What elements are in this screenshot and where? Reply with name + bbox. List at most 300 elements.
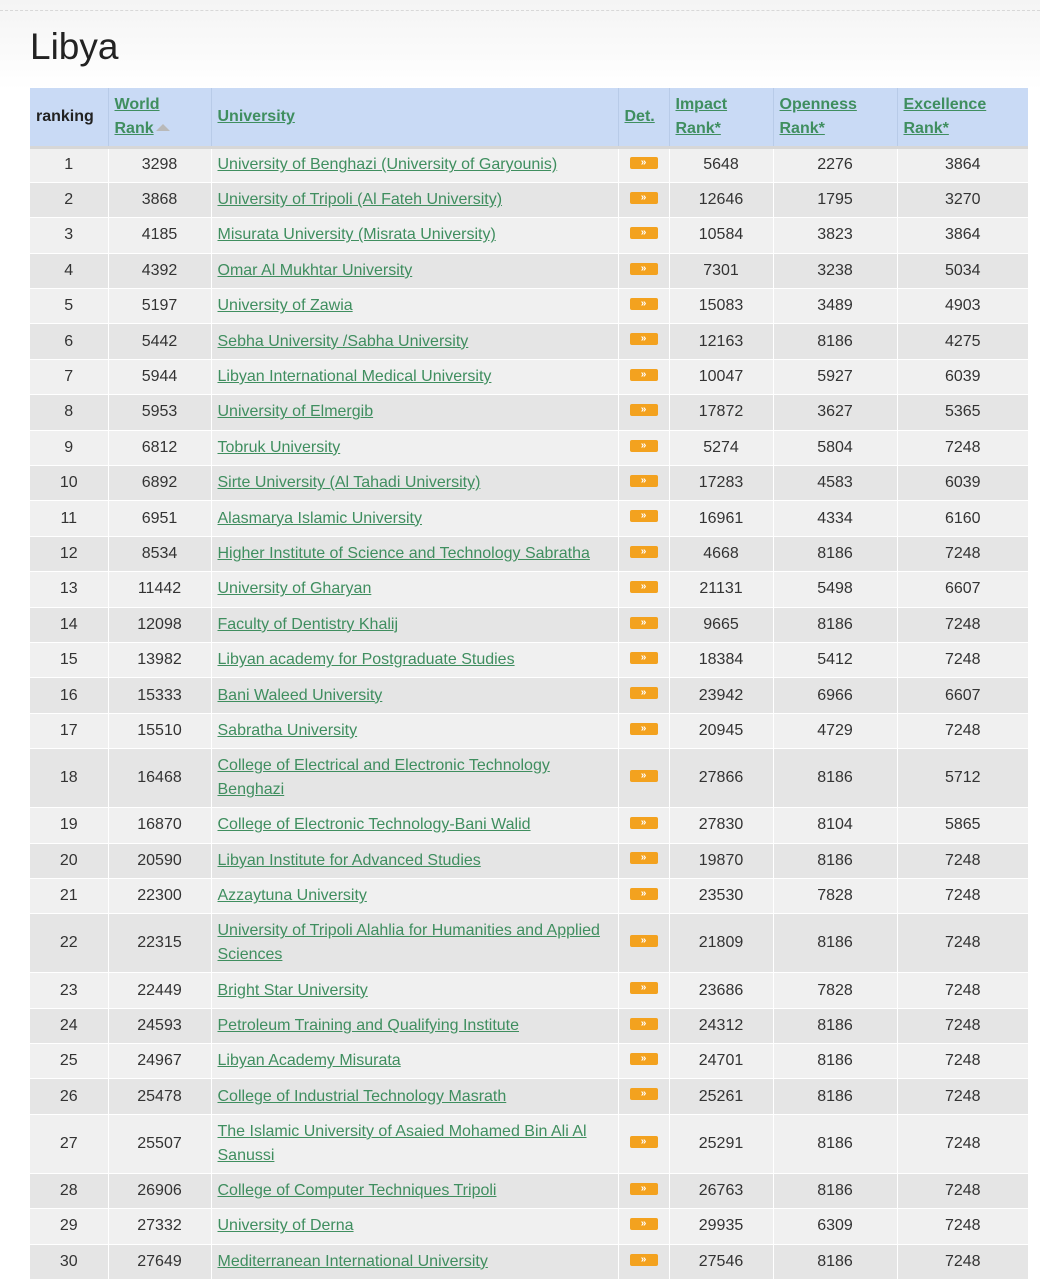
double-chevron-right-icon: » xyxy=(640,722,647,734)
excellence-rank-cell: 7248 xyxy=(944,1016,981,1034)
university-link[interactable]: Libyan Academy Misurata xyxy=(217,1052,401,1070)
ranking-cell: 6 xyxy=(30,324,108,359)
openness-rank-cell: 8186 xyxy=(773,536,897,571)
det-cell xyxy=(618,914,669,973)
double-chevron-right-icon: » xyxy=(640,687,647,699)
world-rank-cell: 16870 xyxy=(108,808,211,843)
double-chevron-right-icon: » xyxy=(640,545,647,557)
university-link[interactable]: Omar Al Mukhtar University xyxy=(217,261,413,279)
university-cell xyxy=(211,808,618,843)
excellence-rank-cell: 6039 xyxy=(944,474,981,492)
university-cell xyxy=(211,395,618,430)
university-link[interactable]: Sabratha University xyxy=(217,721,358,739)
excellence-rank-cell: 7248 xyxy=(944,851,981,869)
table-row xyxy=(30,1244,1028,1279)
ranking-cell: 30 xyxy=(30,1244,108,1279)
det-cell xyxy=(618,430,669,465)
ranking-cell: 27 xyxy=(30,1114,108,1173)
table-row xyxy=(30,147,1028,182)
university-cell xyxy=(211,536,618,571)
header-world-rank-line1: World xyxy=(114,95,160,113)
university-link[interactable]: Misurata University (Misrata University) xyxy=(217,226,496,244)
university-link[interactable]: Higher Institute of Science and Technology Sabratha xyxy=(217,544,590,562)
openness-rank-cell: 8186 xyxy=(773,324,897,359)
university-cell xyxy=(211,466,618,501)
university-cell xyxy=(211,607,618,642)
university-link[interactable]: College of Electronic Technology-Bani Walid xyxy=(217,816,531,834)
table-row xyxy=(30,572,1028,607)
university-link[interactable]: Azzaytuna University xyxy=(217,887,367,905)
ranking-cell: 17 xyxy=(30,713,108,748)
openness-rank-cell: 5412 xyxy=(773,642,897,677)
ranking-cell: 11 xyxy=(30,501,108,536)
double-chevron-right-icon: » xyxy=(640,404,647,416)
det-button[interactable] xyxy=(630,440,658,452)
ranking-cell: 3 xyxy=(30,218,108,253)
world-rank-cell: 5197 xyxy=(108,289,211,324)
university-link[interactable]: College of Computer Techniques Tripoli xyxy=(217,1182,497,1200)
header-excellence-line2: Rank* xyxy=(903,119,949,137)
double-chevron-right-icon: » xyxy=(640,852,647,864)
impact-rank-cell: 17283 xyxy=(669,466,773,501)
top-divider xyxy=(0,10,1040,11)
table-header xyxy=(30,88,1028,147)
ranking-table xyxy=(30,88,1028,1280)
det-cell xyxy=(618,359,669,394)
double-chevron-right-icon: » xyxy=(640,1017,647,1029)
university-link[interactable]: Sebha University /Sabha University xyxy=(217,332,469,350)
world-rank-cell: 27332 xyxy=(108,1209,211,1244)
table-row xyxy=(30,749,1028,808)
world-rank-cell: 27649 xyxy=(108,1244,211,1279)
header-impact-line2: Rank* xyxy=(675,119,721,137)
table-row xyxy=(30,678,1028,713)
university-cell xyxy=(211,843,618,878)
impact-rank-cell: 17872 xyxy=(669,395,773,430)
sort-world-rank-link[interactable] xyxy=(115,96,160,137)
excellence-rank-cell: 7248 xyxy=(944,615,981,633)
table-row xyxy=(30,253,1028,288)
openness-rank-cell: 4729 xyxy=(773,713,897,748)
university-link[interactable]: Sirte University (Al Tahadi University) xyxy=(217,474,481,492)
university-cell xyxy=(211,1173,618,1208)
world-rank-cell: 22315 xyxy=(108,914,211,973)
openness-rank-cell: 8186 xyxy=(773,1114,897,1173)
det-cell xyxy=(618,1173,669,1208)
det-button[interactable] xyxy=(630,510,658,522)
det-cell xyxy=(618,289,669,324)
ranking-cell: 4 xyxy=(30,253,108,288)
university-link[interactable]: University of Gharyan xyxy=(217,580,372,598)
header-row xyxy=(30,88,1028,147)
table-row xyxy=(30,1114,1028,1173)
double-chevron-right-icon: » xyxy=(640,439,647,451)
ranking-cell: 25 xyxy=(30,1044,108,1079)
university-cell xyxy=(211,1244,618,1279)
impact-rank-cell: 25291 xyxy=(669,1114,773,1173)
table-row xyxy=(30,501,1028,536)
table-row xyxy=(30,395,1028,430)
sort-openness-rank-link[interactable] xyxy=(780,96,857,137)
det-cell xyxy=(618,324,669,359)
sort-university-link[interactable]: University xyxy=(217,107,295,125)
double-chevron-right-icon: » xyxy=(640,474,647,486)
double-chevron-right-icon: » xyxy=(640,156,647,168)
university-link[interactable]: Libyan Institute for Advanced Studies xyxy=(217,851,481,869)
excellence-rank-cell: 7248 xyxy=(944,1217,981,1235)
ranking-cell: 19 xyxy=(30,808,108,843)
ranking-cell: 14 xyxy=(30,607,108,642)
excellence-rank-cell: 6607 xyxy=(944,580,981,598)
world-rank-cell: 5442 xyxy=(108,324,211,359)
university-cell xyxy=(211,289,618,324)
det-cell xyxy=(618,642,669,677)
ranking-cell: 12 xyxy=(30,536,108,571)
det-cell xyxy=(618,678,669,713)
det-button[interactable] xyxy=(630,1018,658,1030)
excellence-rank-cell: 5034 xyxy=(944,261,981,279)
university-link[interactable]: Petroleum Training and Qualifying Institute xyxy=(217,1016,519,1034)
excellence-rank-cell: 3270 xyxy=(944,191,981,209)
impact-rank-cell: 12646 xyxy=(669,182,773,217)
sort-excellence-rank-link[interactable] xyxy=(904,96,987,137)
university-link[interactable]: College of Electrical and Electronic Technology Benghazi xyxy=(217,757,550,799)
impact-rank-cell: 5274 xyxy=(669,430,773,465)
ranking-cell: 26 xyxy=(30,1079,108,1114)
double-chevron-right-icon: » xyxy=(640,1182,647,1194)
impact-rank-cell: 9665 xyxy=(669,607,773,642)
excellence-rank-cell: 7248 xyxy=(944,981,981,999)
table-row xyxy=(30,218,1028,253)
impact-rank-cell: 21131 xyxy=(669,572,773,607)
university-link[interactable]: Libyan academy for Postgraduate Studies xyxy=(217,651,515,669)
det-button[interactable] xyxy=(630,1183,658,1195)
excellence-rank-cell: 7248 xyxy=(944,1182,981,1200)
det-button[interactable] xyxy=(630,404,658,416)
university-link[interactable]: Alasmarya Islamic University xyxy=(217,509,422,527)
university-link[interactable]: University of Benghazi (University of Garyounis) xyxy=(217,156,558,174)
world-rank-cell: 25507 xyxy=(108,1114,211,1173)
det-cell xyxy=(618,1244,669,1279)
university-link[interactable]: The Islamic University of Asaied Mohamed Bin Ali Al Sanussi xyxy=(217,1122,587,1164)
page-title: Libya xyxy=(30,26,119,67)
impact-rank-cell: 24701 xyxy=(669,1044,773,1079)
sort-impact-rank-link[interactable] xyxy=(676,96,728,137)
world-rank-cell: 6892 xyxy=(108,466,211,501)
university-cell xyxy=(211,253,618,288)
ranking-cell: 22 xyxy=(30,914,108,973)
det-cell xyxy=(618,572,669,607)
openness-rank-cell: 3627 xyxy=(773,395,897,430)
impact-rank-cell: 12163 xyxy=(669,324,773,359)
det-button[interactable] xyxy=(630,475,658,487)
world-rank-cell: 15510 xyxy=(108,713,211,748)
impact-rank-cell: 20945 xyxy=(669,713,773,748)
openness-rank-cell: 8186 xyxy=(773,607,897,642)
det-button[interactable] xyxy=(630,263,658,275)
double-chevron-right-icon: » xyxy=(640,581,647,593)
double-chevron-right-icon: » xyxy=(640,227,647,239)
university-cell xyxy=(211,1008,618,1043)
det-cell xyxy=(618,147,669,182)
excellence-rank-cell: 4275 xyxy=(944,332,981,350)
det-button[interactable] xyxy=(630,227,658,239)
det-button[interactable] xyxy=(630,852,658,864)
impact-rank-cell: 26763 xyxy=(669,1173,773,1208)
ranking-cell: 8 xyxy=(30,395,108,430)
excellence-rank-cell: 7248 xyxy=(944,1252,981,1270)
university-cell xyxy=(211,324,618,359)
det-cell xyxy=(618,973,669,1008)
excellence-rank-cell: 6039 xyxy=(944,368,981,386)
det-cell xyxy=(618,253,669,288)
world-rank-cell: 5944 xyxy=(108,359,211,394)
university-cell xyxy=(211,973,618,1008)
double-chevron-right-icon: » xyxy=(640,935,647,947)
world-rank-cell: 5953 xyxy=(108,395,211,430)
openness-rank-cell: 8104 xyxy=(773,808,897,843)
excellence-rank-cell: 7248 xyxy=(944,544,981,562)
header-impact-line1: Impact xyxy=(675,95,728,113)
impact-rank-cell: 27866 xyxy=(669,749,773,808)
openness-rank-cell: 8186 xyxy=(773,1244,897,1279)
det-button[interactable] xyxy=(630,888,658,900)
table-row xyxy=(30,1044,1028,1079)
det-cell xyxy=(618,749,669,808)
university-link[interactable]: Bright Star University xyxy=(217,981,368,999)
world-rank-cell: 6812 xyxy=(108,430,211,465)
excellence-rank-cell: 6607 xyxy=(944,686,981,704)
impact-rank-cell: 18384 xyxy=(669,642,773,677)
university-link[interactable]: Mediterranean International University xyxy=(217,1252,488,1270)
det-button[interactable] xyxy=(630,1088,658,1100)
university-link[interactable]: Tobruk University xyxy=(217,438,341,456)
double-chevron-right-icon: » xyxy=(640,1135,647,1147)
det-button[interactable] xyxy=(630,817,658,829)
excellence-rank-cell: 3864 xyxy=(944,156,981,174)
world-rank-cell: 22300 xyxy=(108,878,211,913)
impact-rank-cell: 10584 xyxy=(669,218,773,253)
openness-rank-cell: 2276 xyxy=(773,147,897,182)
openness-rank-cell: 8186 xyxy=(773,843,897,878)
header-excellence-rank xyxy=(897,88,1028,147)
university-link[interactable]: University of Tripoli (Al Fateh University) xyxy=(217,191,503,209)
det-button[interactable] xyxy=(630,1218,658,1230)
university-cell xyxy=(211,749,618,808)
header-openness-rank xyxy=(773,88,897,147)
university-link[interactable]: University of Tripoli Alahlia for Humanities and Applied Sciences xyxy=(217,922,600,964)
header-openness-line1: Openness xyxy=(779,95,857,113)
excellence-rank-cell: 7248 xyxy=(944,1134,981,1152)
impact-rank-cell: 10047 xyxy=(669,359,773,394)
university-cell xyxy=(211,914,618,973)
world-rank-cell: 16468 xyxy=(108,749,211,808)
det-button[interactable] xyxy=(630,298,658,310)
openness-rank-cell: 6966 xyxy=(773,678,897,713)
det-button[interactable] xyxy=(630,581,658,593)
table-row xyxy=(30,289,1028,324)
header-openness-line2: Rank* xyxy=(779,119,825,137)
ranking-cell: 10 xyxy=(30,466,108,501)
world-rank-cell: 4392 xyxy=(108,253,211,288)
university-link[interactable]: Bani Waleed University xyxy=(217,686,383,704)
university-link[interactable]: University of Elmergib xyxy=(217,403,374,421)
header-world-rank xyxy=(108,88,211,147)
double-chevron-right-icon: » xyxy=(640,1053,647,1065)
det-button[interactable] xyxy=(630,369,658,381)
det-cell xyxy=(618,182,669,217)
excellence-rank-cell: 7248 xyxy=(944,1052,981,1070)
det-button[interactable] xyxy=(630,617,658,629)
table-row xyxy=(30,973,1028,1008)
table-row xyxy=(30,466,1028,501)
det-button[interactable] xyxy=(630,157,658,169)
openness-rank-cell: 8186 xyxy=(773,1008,897,1043)
excellence-rank-cell: 3864 xyxy=(944,226,981,244)
table-row xyxy=(30,182,1028,217)
double-chevron-right-icon: » xyxy=(640,1218,647,1230)
world-rank-cell: 24967 xyxy=(108,1044,211,1079)
openness-rank-cell: 5498 xyxy=(773,572,897,607)
excellence-rank-cell: 5865 xyxy=(944,816,981,834)
table-row xyxy=(30,843,1028,878)
impact-rank-cell: 29935 xyxy=(669,1209,773,1244)
openness-rank-cell: 3823 xyxy=(773,218,897,253)
det-button[interactable] xyxy=(630,333,658,345)
openness-rank-cell: 8186 xyxy=(773,749,897,808)
world-rank-cell: 26906 xyxy=(108,1173,211,1208)
university-cell xyxy=(211,713,618,748)
det-button[interactable] xyxy=(630,687,658,699)
table-row xyxy=(30,1008,1028,1043)
world-rank-cell: 11442 xyxy=(108,572,211,607)
det-button[interactable] xyxy=(630,770,658,782)
table-row xyxy=(30,878,1028,913)
det-button[interactable] xyxy=(630,982,658,994)
det-cell xyxy=(618,395,669,430)
excellence-rank-cell: 6160 xyxy=(944,509,981,527)
excellence-rank-cell: 7248 xyxy=(944,721,981,739)
det-cell xyxy=(618,607,669,642)
header-impact-rank xyxy=(669,88,773,147)
university-cell xyxy=(211,878,618,913)
university-link[interactable]: College of Industrial Technology Masrath xyxy=(217,1087,507,1105)
header-university xyxy=(211,88,618,147)
table-row xyxy=(30,642,1028,677)
university-link[interactable]: Libyan International Medical University xyxy=(217,368,492,386)
det-button[interactable] xyxy=(630,652,658,664)
header-excellence-line1: Excellence xyxy=(903,95,987,113)
excellence-rank-cell: 7248 xyxy=(944,438,981,456)
table-row xyxy=(30,324,1028,359)
impact-rank-cell: 19870 xyxy=(669,843,773,878)
impact-rank-cell: 23942 xyxy=(669,678,773,713)
header-ranking xyxy=(30,88,108,147)
impact-rank-cell: 23686 xyxy=(669,973,773,1008)
det-button[interactable] xyxy=(630,723,658,735)
ranking-cell: 9 xyxy=(30,430,108,465)
det-button[interactable] xyxy=(630,1254,658,1266)
world-rank-cell: 12098 xyxy=(108,607,211,642)
university-cell xyxy=(211,182,618,217)
openness-rank-cell: 8186 xyxy=(773,914,897,973)
double-chevron-right-icon: » xyxy=(640,333,647,345)
impact-rank-cell: 16961 xyxy=(669,501,773,536)
university-cell xyxy=(211,1079,618,1114)
impact-rank-cell: 24312 xyxy=(669,1008,773,1043)
det-button[interactable] xyxy=(630,546,658,558)
det-cell xyxy=(618,713,669,748)
impact-rank-cell: 27830 xyxy=(669,808,773,843)
sort-det-link[interactable]: Det. xyxy=(624,107,655,125)
table-row xyxy=(30,914,1028,973)
university-link[interactable]: University of Derna xyxy=(217,1217,354,1235)
det-button[interactable] xyxy=(630,1053,658,1065)
det-cell xyxy=(618,1209,669,1244)
det-button[interactable] xyxy=(630,935,658,947)
ranking-cell: 7 xyxy=(30,359,108,394)
university-cell xyxy=(211,572,618,607)
double-chevron-right-icon: » xyxy=(640,769,647,781)
world-rank-cell: 6951 xyxy=(108,501,211,536)
double-chevron-right-icon: » xyxy=(640,262,647,274)
det-cell xyxy=(618,808,669,843)
university-cell xyxy=(211,147,618,182)
world-rank-cell: 13982 xyxy=(108,642,211,677)
impact-rank-cell: 27546 xyxy=(669,1244,773,1279)
excellence-rank-cell: 7248 xyxy=(944,934,981,952)
table-row xyxy=(30,1079,1028,1114)
ranking-cell: 13 xyxy=(30,572,108,607)
det-button[interactable] xyxy=(630,192,658,204)
excellence-rank-cell: 7248 xyxy=(944,887,981,905)
table-row xyxy=(30,536,1028,571)
ranking-cell: 2 xyxy=(30,182,108,217)
ranking-cell: 1 xyxy=(30,147,108,182)
det-cell xyxy=(618,1044,669,1079)
impact-rank-cell: 15083 xyxy=(669,289,773,324)
double-chevron-right-icon: » xyxy=(640,1088,647,1100)
world-rank-cell: 8534 xyxy=(108,536,211,571)
university-link[interactable]: Faculty of Dentistry Khalij xyxy=(217,615,399,633)
det-cell xyxy=(618,1114,669,1173)
excellence-rank-cell: 7248 xyxy=(944,1087,981,1105)
openness-rank-cell: 7828 xyxy=(773,878,897,913)
table-row xyxy=(30,430,1028,465)
openness-rank-cell: 1795 xyxy=(773,182,897,217)
table-row xyxy=(30,359,1028,394)
university-cell xyxy=(211,1209,618,1244)
table-row xyxy=(30,607,1028,642)
impact-rank-cell: 23530 xyxy=(669,878,773,913)
openness-rank-cell: 8186 xyxy=(773,1044,897,1079)
openness-rank-cell: 3238 xyxy=(773,253,897,288)
table-row xyxy=(30,713,1028,748)
university-link[interactable]: University of Zawia xyxy=(217,297,353,315)
world-rank-cell: 3298 xyxy=(108,147,211,182)
openness-rank-cell: 8186 xyxy=(773,1079,897,1114)
double-chevron-right-icon: » xyxy=(640,510,647,522)
ranking-cell: 21 xyxy=(30,878,108,913)
ranking-cell: 20 xyxy=(30,843,108,878)
world-rank-cell: 24593 xyxy=(108,1008,211,1043)
world-rank-cell: 4185 xyxy=(108,218,211,253)
ranking-cell: 18 xyxy=(30,749,108,808)
sort-ascending-icon xyxy=(156,124,170,131)
det-button[interactable] xyxy=(630,1136,658,1148)
world-rank-cell: 22449 xyxy=(108,973,211,1008)
university-cell xyxy=(211,359,618,394)
